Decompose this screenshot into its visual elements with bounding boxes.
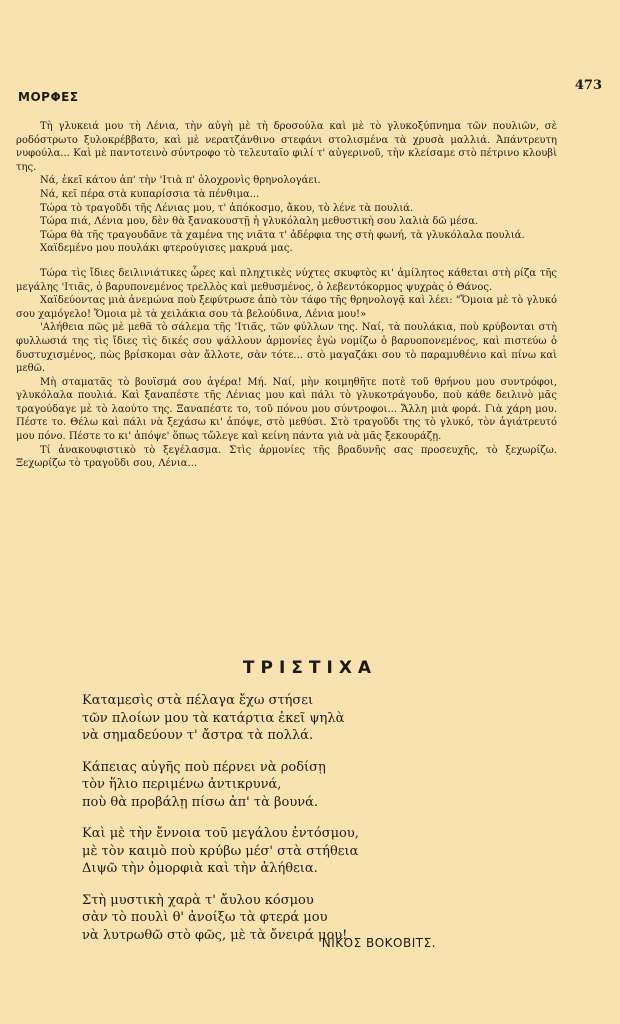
poem-line: Καταμεσὶς στὰ πέλαγα ἔχω στήσει xyxy=(82,693,314,708)
poem-line: νὰ σημαδεύουν τ' ἄστρα τὰ πολλά. xyxy=(82,728,314,743)
prose-paragraph: 'Αλήθεια πῶς μὲ μεθᾶ τὸ σάλεμα τῆς 'Ιτιᾶς, τῶν φύλλων της. Ναί, τὰ πουλάκια, ποὺ κρύβονται στὴ φυλλωσιά της τὶς ἴδιες τὶς δικές σου ψάλλουν ἁρμονίες ἐγὼ νομίζω ὁ βαρυοπονεμένος, καὶ πιστεύω ὁ δυστυχισμένος, πὼς βρίσκομαι σὰν ἄλλοτε, σὰν τότε... στὸ μαγαζάκι σου τὸ παραμυθένιο καὶ πίνω καὶ μεθῶ. xyxy=(16,322,557,375)
page-header xyxy=(18,78,602,104)
page-number: 473 xyxy=(574,78,602,93)
prose-paragraph: Χαϊδεύοντας μιὰ ἀνεμώνα ποὺ ξεφύτρωσε ἀπὸ τὸν τάφο τῆς θρηνολογᾷ καὶ λέει: "Ὅμοια μὲ τὸ γλυκό σου χαμόγελο! Ὅμοια μὲ τὰ χειλάκια σου τὰ βελούδινα, Λένια μου!» xyxy=(16,295,557,320)
poem-line: Κάπειας αὐγῆς ποὺ πέρνει νὰ ροδίσῃ xyxy=(82,759,326,775)
prose-paragraph: Τώρα πιά, Λένια μου, δὲν θὰ ξανακουστῇ ἡ γλυκόλαλη μεθυστικὴ σου λαλιὰ δῶ μέσα. xyxy=(40,216,479,228)
prose-paragraph: Τώρα τὶς ἴδιες δειλινιάτικες ὧρες καὶ πληχτικὲς νύχτες σκυφτὸς κι' ἀμίλητος κάθεται στὴ ρίζα τῆς μεγάλης 'Ιτιᾶς, ὁ βαρυπονεμένος τρελλὸς καὶ μεθυσμένος, ὁ λεβεντόκορμος ψυχρὰς ὁ Θάνος. xyxy=(16,267,557,293)
prose-body xyxy=(16,120,557,471)
poem-line: Διψῶ τὴν ὀμορφιὰ καὶ τὴν ἀλήθεια. xyxy=(82,861,318,876)
prose-paragraph: Μὴ σταματᾶς τὸ βουϊσμά σου ἀγέρα! Μή. Ναί, μὴν κοιμηθῆτε ποτὲ τοῦ θρήνου μου συντρόφοι, γλυκόλαλα πουλιά. Καὶ ξαναπέστε τῆς Λένιας μου καὶ πάλι τὸ γλυκοτράγουδο, ποὺ κάθε δειλινὸ μᾶς τραγούδαγε μὲ τὸ λαούτο της. Ξαναπέστε το, τοῦ πόνου μου σύντροφοι... Ἄλλη μιὰ φορά. Γιὰ χάρη μου. Πέστε το. Θέλω καὶ πάλι νὰ ξεχάσω κι' ἀπόψε, στὸ μεθύσι. Στὸ τραγοῦδι της τὸ γλυκό, τὸν ἀγιάτρευτό μου πόνο. Πέστε το κι' ἀπόψε' ὅπως τὤλεγε καὶ κείνη πάντα γιὰ νὰ μᾶς ξεκουράζῃ. xyxy=(16,376,557,443)
prose-paragraph: Τώρα θὰ τῆς τραγουδᾶνε τὰ χαμένα της νιᾶτα τ' ἀδέρφια της στὴ φωνή, τὰ γλυκόλαλα πουλιά. xyxy=(40,229,525,241)
poem-line: τῶν πλοίων μου τὰ κατάρτια ἐκεῖ ψηλὰ xyxy=(82,710,345,726)
poem-line: μὲ τὸν καιμὸ ποὺ κρύβω μέσ' στὰ στήθεια xyxy=(82,843,359,859)
prose-paragraph: Νά, κεῖ πέρα στὰ κυπαρίσσια τὰ πένθιμα... xyxy=(40,188,260,200)
poem-stanza xyxy=(82,692,482,745)
poem-line: ποὺ θὰ προβάλῃ πίσω ἀπ' τὰ βουνά. xyxy=(82,794,319,810)
poem-line: σὰν τὸ πουλὶ θ' ἀνοίξω τὰ φτερά μου xyxy=(82,910,328,925)
poem-body xyxy=(82,692,482,958)
poem-line: τὸν ἥλιο περιμένω ἀντικρυνά, xyxy=(82,777,282,792)
prose-paragraph: Τί ἀνακουφιστικὸ τὸ ξεγέλασμα. Στὶς ἁρμονίες τῆς βραδυνῆς σας προσευχῆς, τὸ ξεχωρίζω. Ξεχωρίζω τὸ τραγοῦδι σου, Λένια... xyxy=(16,444,557,470)
running-head: ΜΟΡΦΕΣ xyxy=(18,90,79,104)
poem-stanza xyxy=(82,759,482,812)
prose-paragraph: Τὴ γλυκειά μου τὴ Λένια, τὴν αὐγὴ μὲ τὴ δροσούλα καὶ μὲ τὸ γλυκοξύπνημα τῶν πουλιῶν, σὲ ροδόστρωτο ξυλοκρέββατο, καὶ μὲ νερατζάνθινο στεφάνι στολισμένα τὰ χρυσὰ μαλλιά. Ἀπάντρευτη νυφούλα... Καὶ μὲ παντοτεινὸ σύντροφο τὸ τελευταῖο φιλί τ' αὐγερινοῦ, τὴν κλείσαμε στὸ πέτρινο κλουβὶ της. xyxy=(16,121,557,173)
poem-title: ΤΡΙΣΤΙΧΑ xyxy=(242,658,378,678)
poem-stanza xyxy=(82,825,482,878)
poem-line: Στὴ μυστικὴ χαρὰ τ' ἄυλου κόσμου xyxy=(82,892,314,908)
poem-line: Καὶ μὲ τὴν ἔννοια τοῦ μεγάλου ἐντόσμου, xyxy=(82,826,359,841)
prose-paragraph: Τώρα τὸ τραγοῦδι τῆς Λένιας μου, τ' ἀπόκοσμο, ἄκου, τὸ λένε τὰ πουλιά. xyxy=(40,202,414,214)
prose-paragraph: Χαϊδεμένο μου πουλάκι φτερούγισες μακρυά μας. xyxy=(40,243,293,255)
author-signature: ΝΙΚΟΣ ΒΟΚΟΒΙΤΣ. xyxy=(321,936,436,950)
poem-line: νὰ λυτρωθῶ στὸ φῶς, μὲ τὰ ὄνειρά μου! xyxy=(82,927,348,943)
prose-paragraph: Νά, ἐκεῖ κάτου ἀπ' τὴν 'Ιτιὰ π' ὁλοχρονὶς θρηνολογάει. xyxy=(40,175,321,187)
